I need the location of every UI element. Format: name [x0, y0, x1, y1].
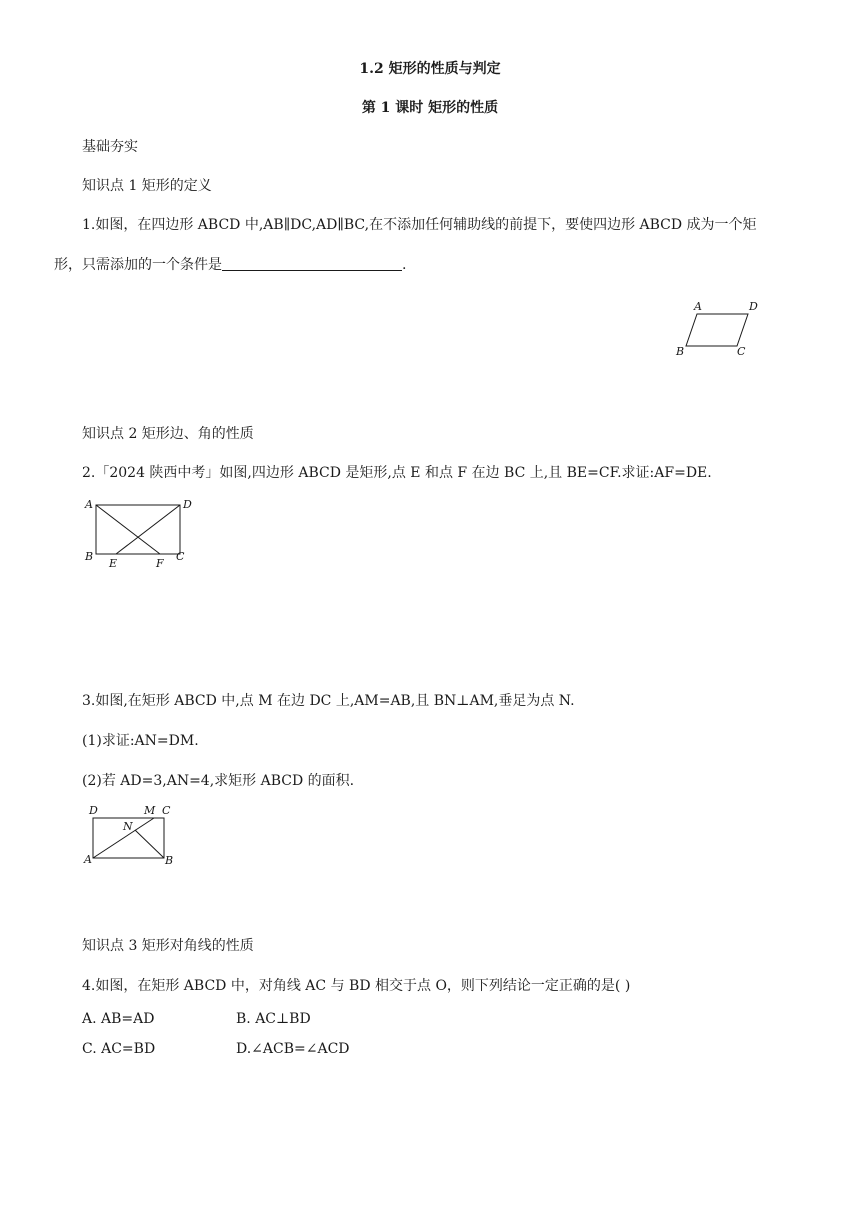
question-3-part-2: (2)若 AD=3,AN=4,求矩形 ABCD 的面积.: [82, 773, 355, 789]
rectangle-abcd: [96, 505, 180, 554]
option-c[interactable]: C. AC=BD: [82, 1041, 156, 1057]
figure-1-label-c: C: [737, 345, 746, 358]
page-title: 1.2 矩形的性质与判定: [359, 61, 501, 77]
parallelogram-shape: [686, 314, 748, 346]
figure-1-label-b: B: [676, 345, 685, 358]
rectangle-figure-q2: [80, 494, 195, 574]
figure-2-label-f: F: [156, 557, 164, 570]
question-1-prompt: 形，只需添加的一个条件是: [54, 257, 222, 273]
lesson-subtitle: 第 1 课时 矩形的性质: [361, 100, 499, 116]
segment-de: [116, 505, 180, 554]
rectangle-figure-q3: [80, 798, 190, 873]
figure-2-label-e: E: [109, 557, 118, 570]
figure-3-label-a: A: [84, 853, 92, 866]
figure-3-label-d: D: [89, 804, 98, 817]
figure-1-label-a: A: [694, 300, 702, 313]
option-d[interactable]: D.∠ACB=∠ACD: [236, 1041, 350, 1057]
figure-2-label-b: B: [85, 550, 94, 563]
figure-3-label-n: N: [123, 820, 133, 833]
segment-af: [96, 505, 160, 554]
option-b[interactable]: B. AC⊥BD: [236, 1011, 311, 1027]
question-1-line-2: [54, 254, 406, 274]
figure-2-label-c: C: [176, 550, 185, 563]
question-4-text: 4.如图，在矩形 ABCD 中，对角线 AC 与 BD 相交于点 O，则下列结论一定正确的是( ): [82, 978, 631, 994]
figure-3-label-c: C: [162, 804, 171, 817]
figure-2-label-a: A: [85, 498, 93, 511]
knowledge-point-3-heading: 知识点 3 矩形对角线的性质: [82, 938, 254, 954]
figure-1-label-d: D: [749, 300, 758, 313]
parallelogram-figure: [670, 296, 770, 362]
figure-3-label-m: M: [144, 804, 156, 817]
question-3-part-1: (1)求证:AN=DM.: [82, 733, 199, 749]
question-3-stem: 3.如图,在矩形 ABCD 中,点 M 在边 DC 上,AM=AB,且 BN⊥AM,垂足为点 N.: [82, 693, 575, 709]
answer-blank[interactable]: [222, 256, 402, 271]
figure-3-label-b: B: [165, 854, 174, 867]
knowledge-point-1-heading: 知识点 1 矩形的定义: [82, 178, 212, 194]
knowledge-point-2-heading: 知识点 2 矩形边、角的性质: [82, 426, 254, 442]
option-a[interactable]: A. AB=AD: [82, 1011, 155, 1027]
question-2-text: 2.「2024 陕西中考」如图,四边形 ABCD 是矩形,点 E 和点 F 在边 BC 上,且 BE=CF.求证:AF=DE.: [82, 465, 712, 481]
question-1-period: .: [402, 257, 407, 273]
section-heading: 基础夯实: [82, 139, 138, 155]
segment-bn: [135, 830, 164, 858]
question-1-line-1: 1.如图，在四边形 ABCD 中,AB∥DC,AD∥BC,在不添加任何辅助线的前提下，要使四边形 ABCD 成为一个矩: [82, 217, 757, 233]
figure-2-label-d: D: [183, 498, 192, 511]
